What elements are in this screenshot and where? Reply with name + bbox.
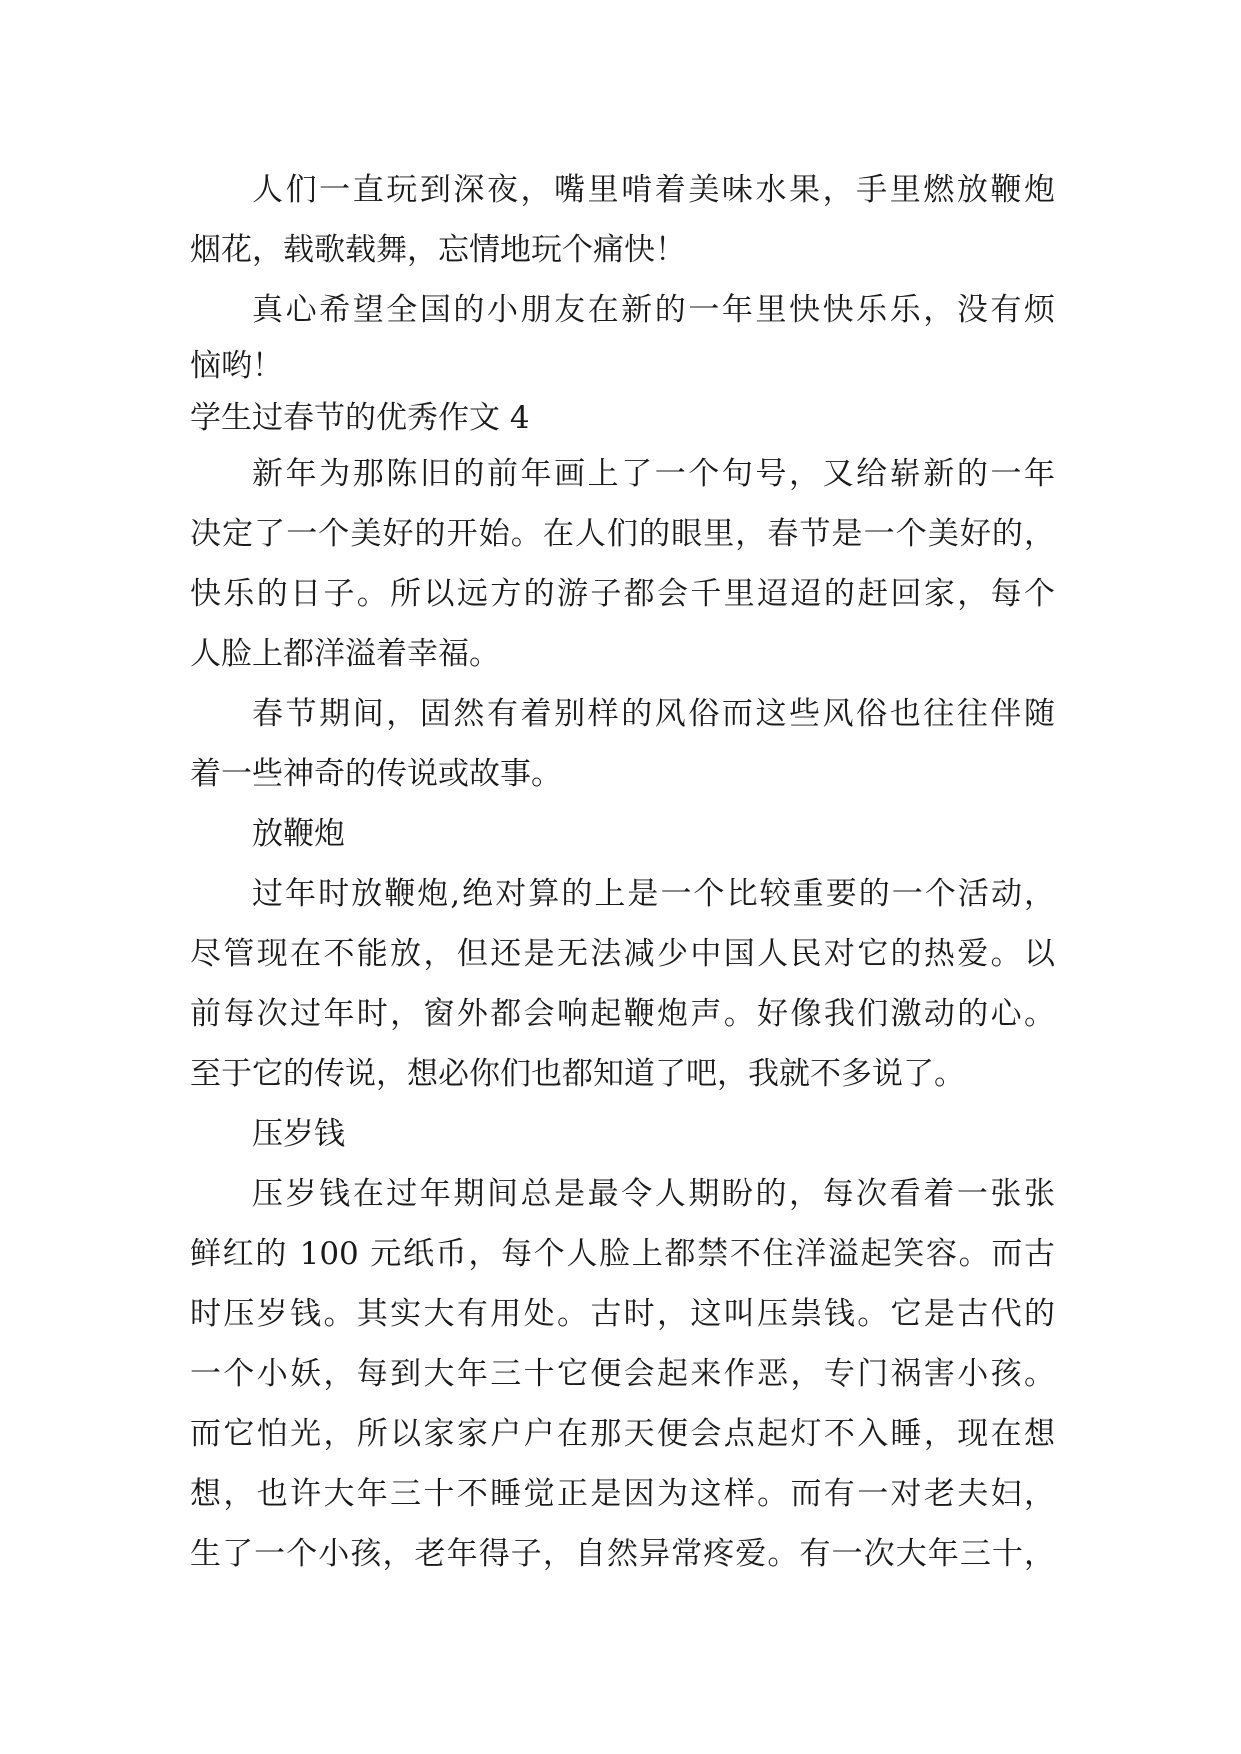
paragraph-line: 前每次过年时，窗外都会响起鞭炮声。好像我们激动的心。 bbox=[190, 996, 1055, 1032]
paragraph-line: 尽管现在不能放，但还是无法减少中国人民对它的热爱。以 bbox=[190, 936, 1055, 972]
subheading: 压岁钱 bbox=[252, 1116, 345, 1152]
paragraph-line: 春节期间，固然有着别样的风俗而这些风俗也往往伴随 bbox=[252, 696, 1055, 732]
subheading: 放鞭炮 bbox=[252, 816, 345, 852]
paragraph-line: 压岁钱在过年期间总是最令人期盼的，每次看着一张张 bbox=[252, 1176, 1055, 1212]
paragraph-line: 着一些神奇的传说或故事。 bbox=[190, 756, 562, 792]
paragraph-line: 烟花，载歌载舞，忘情地玩个痛快！ bbox=[190, 232, 686, 268]
paragraph-line: 人脸上都洋溢着幸福。 bbox=[190, 636, 500, 672]
paragraph-line: 至于它的传说，想必你们也都知道了吧，我就不多说了。 bbox=[190, 1056, 965, 1092]
paragraph-line: 真心希望全国的小朋友在新的一年里快快乐乐，没有烦 bbox=[252, 292, 1055, 328]
paragraph-line: 一个小妖，每到大年三十它便会起来作恶，专门祸害小孩。 bbox=[190, 1356, 1055, 1392]
paragraph-line: 生了一个小孩，老年得子，自然异常疼爱。有一次大年三十， bbox=[190, 1536, 1055, 1572]
paragraph-line: 鲜红的 100 元纸币，每个人脸上都禁不住洋溢起笑容。而古 bbox=[190, 1236, 1055, 1272]
paragraph-line: 新年为那陈旧的前年画上了一个句号，又给崭新的一年 bbox=[252, 456, 1055, 492]
paragraph-line: 快乐的日子。所以远方的游子都会千里迢迢的赶回家，每个 bbox=[190, 576, 1055, 612]
paragraph-line: 想，也许大年三十不睡觉正是因为这样。而有一对老夫妇， bbox=[190, 1476, 1055, 1512]
section-title: 学生过春节的优秀作文 4 bbox=[190, 400, 530, 436]
paragraph-line: 时压岁钱。其实大有用处。古时，这叫压祟钱。它是古代的 bbox=[190, 1296, 1055, 1332]
paragraph-line: 过年时放鞭炮,绝对算的上是一个比较重要的一个活动， bbox=[252, 876, 1055, 912]
paragraph-line: 人们一直玩到深夜，嘴里啃着美味水果，手里燃放鞭炮 bbox=[252, 172, 1055, 208]
document-body bbox=[190, 160, 1055, 1584]
paragraph-line: 恼哟！ bbox=[190, 348, 283, 384]
paragraph-line: 决定了一个美好的开始。在人们的眼里，春节是一个美好的， bbox=[190, 516, 1055, 552]
paragraph-line: 而它怕光，所以家家户户在那天便会点起灯不入睡，现在想 bbox=[190, 1416, 1055, 1452]
